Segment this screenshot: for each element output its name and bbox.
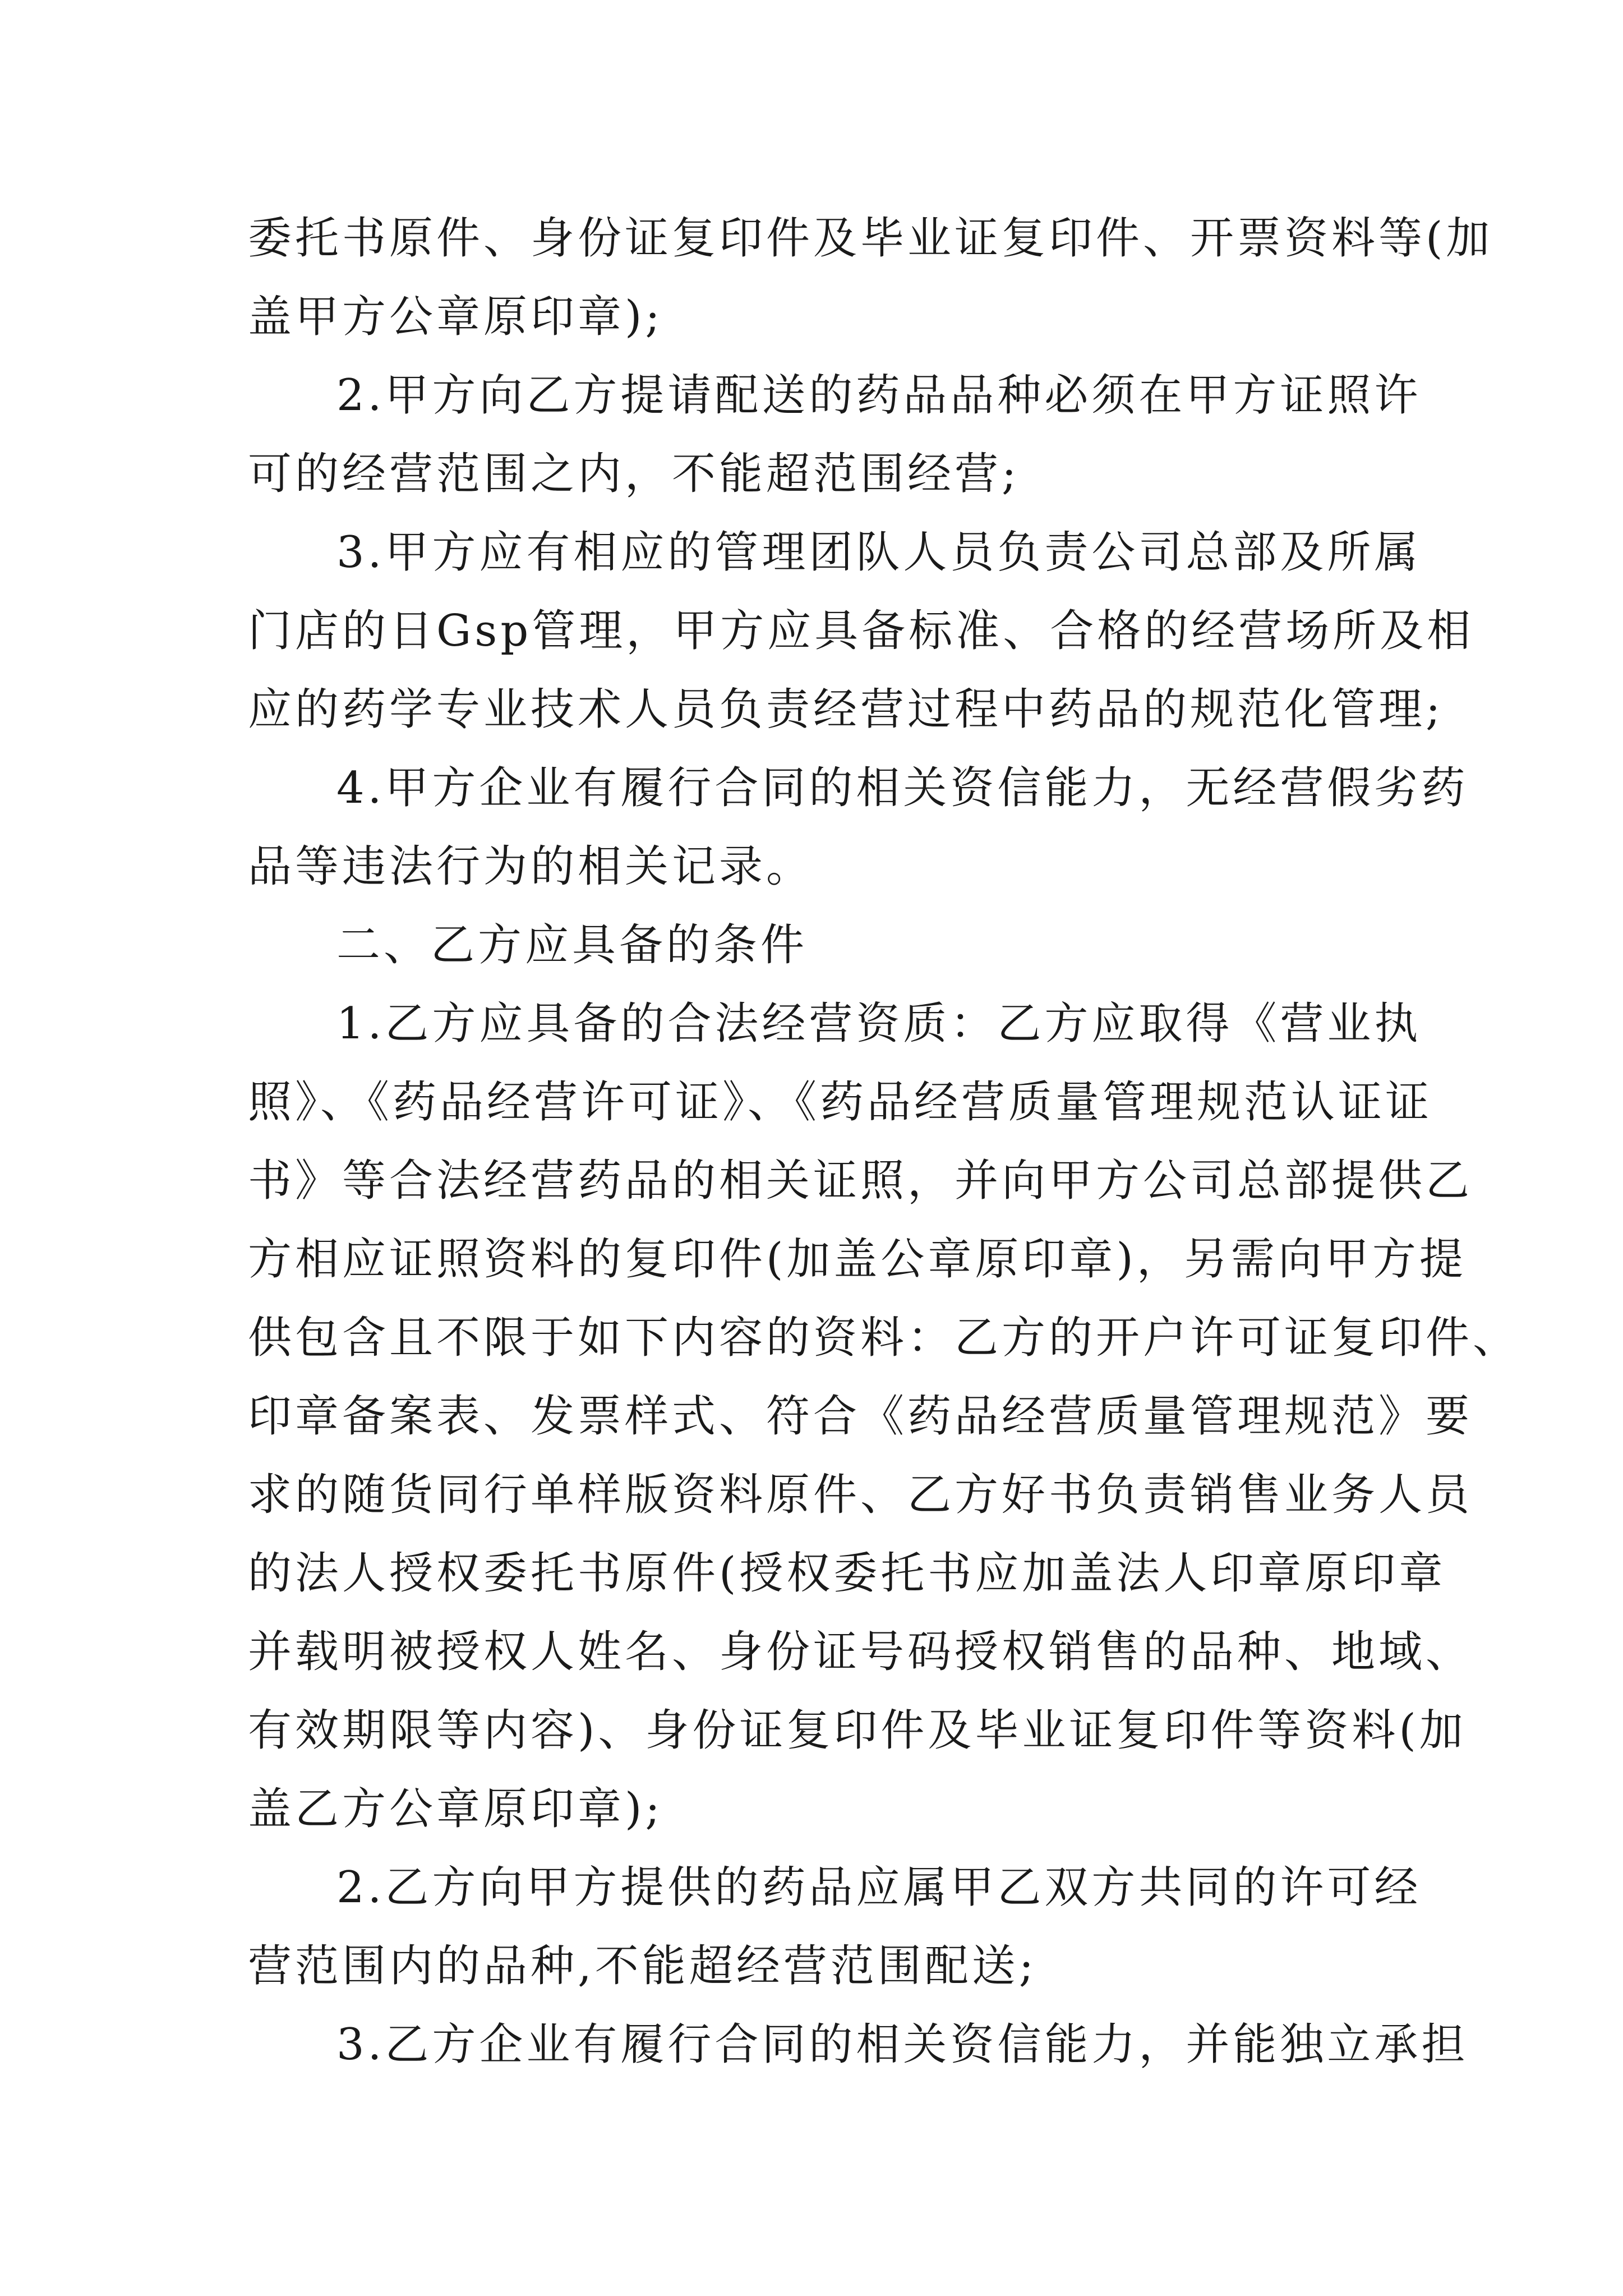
text-line: 品等违法行为的相关记录。 — [248, 841, 814, 892]
text-line: 2.乙方向甲方提供的药品应属甲乙双方共同的许可经 — [336, 1862, 1422, 1913]
text-line: 3.甲方应有相应的管理团队人员负责公司总部及所属 — [336, 527, 1422, 578]
text-line: 的法人授权委托书原件(授权委托书应加盖法人印章原印章 — [248, 1548, 1446, 1599]
text-line: 印章备案表、发票样式、符合《药品经营质量管理规范》要 — [248, 1391, 1473, 1442]
text-line: 照》、《药品经营许可证》、《药品经营质量管理规范认证证 — [248, 1077, 1433, 1128]
text-line: 门店的日Gsp管理，甲方应具备标准、合格的经营场所及相 — [248, 606, 1474, 656]
text-line: 有效期限等内容)、身份证复印件及毕业证复印件等资料(加 — [248, 1705, 1467, 1756]
section-heading: 二、乙方应具备的条件 — [336, 920, 808, 970]
text-line: 书》等合法经营药品的相关证照，并向甲方公司总部提供乙 — [248, 1156, 1473, 1206]
text-line: 2.甲方向乙方提请配送的药品品种必须在甲方证照许 — [336, 370, 1422, 421]
text-line: 方相应证照资料的复印件(加盖公章原印章)，另需向甲方提 — [248, 1234, 1467, 1285]
text-line: 应的药学专业技术人员负责经营过程中药品的规范化管理; — [248, 684, 1444, 735]
text-line: 盖乙方公章原印章); — [248, 1784, 663, 1834]
text-line: 盖甲方公章原印章); — [248, 292, 663, 342]
text-line: 供包含且不限于如下内容的资料：乙方的开户许可证复印件、 — [248, 1313, 1520, 1363]
text-line: 委托书原件、身份证复印件及毕业证复印件、开票资料等(加 — [248, 213, 1493, 264]
text-line: 可的经营范围之内，不能超范围经营; — [248, 449, 1020, 499]
text-line: 3.乙方企业有履行合同的相关资信能力，并能独立承担 — [336, 2019, 1469, 2070]
text-line: 4.甲方企业有履行合同的相关资信能力，无经营假劣药 — [336, 763, 1469, 813]
text-line: 求的随货同行单样版资料原件、乙方好书负责销售业务人员 — [248, 1470, 1473, 1520]
text-line: 并载明被授权人姓名、身份证号码授权销售的品种、地域、 — [248, 1627, 1473, 1677]
text-line: 营范围内的品种,不能超经营范围配送; — [248, 1941, 1038, 1991]
text-line: 1.乙方应具备的合法经营资质：乙方应取得《营业执 — [336, 999, 1422, 1049]
